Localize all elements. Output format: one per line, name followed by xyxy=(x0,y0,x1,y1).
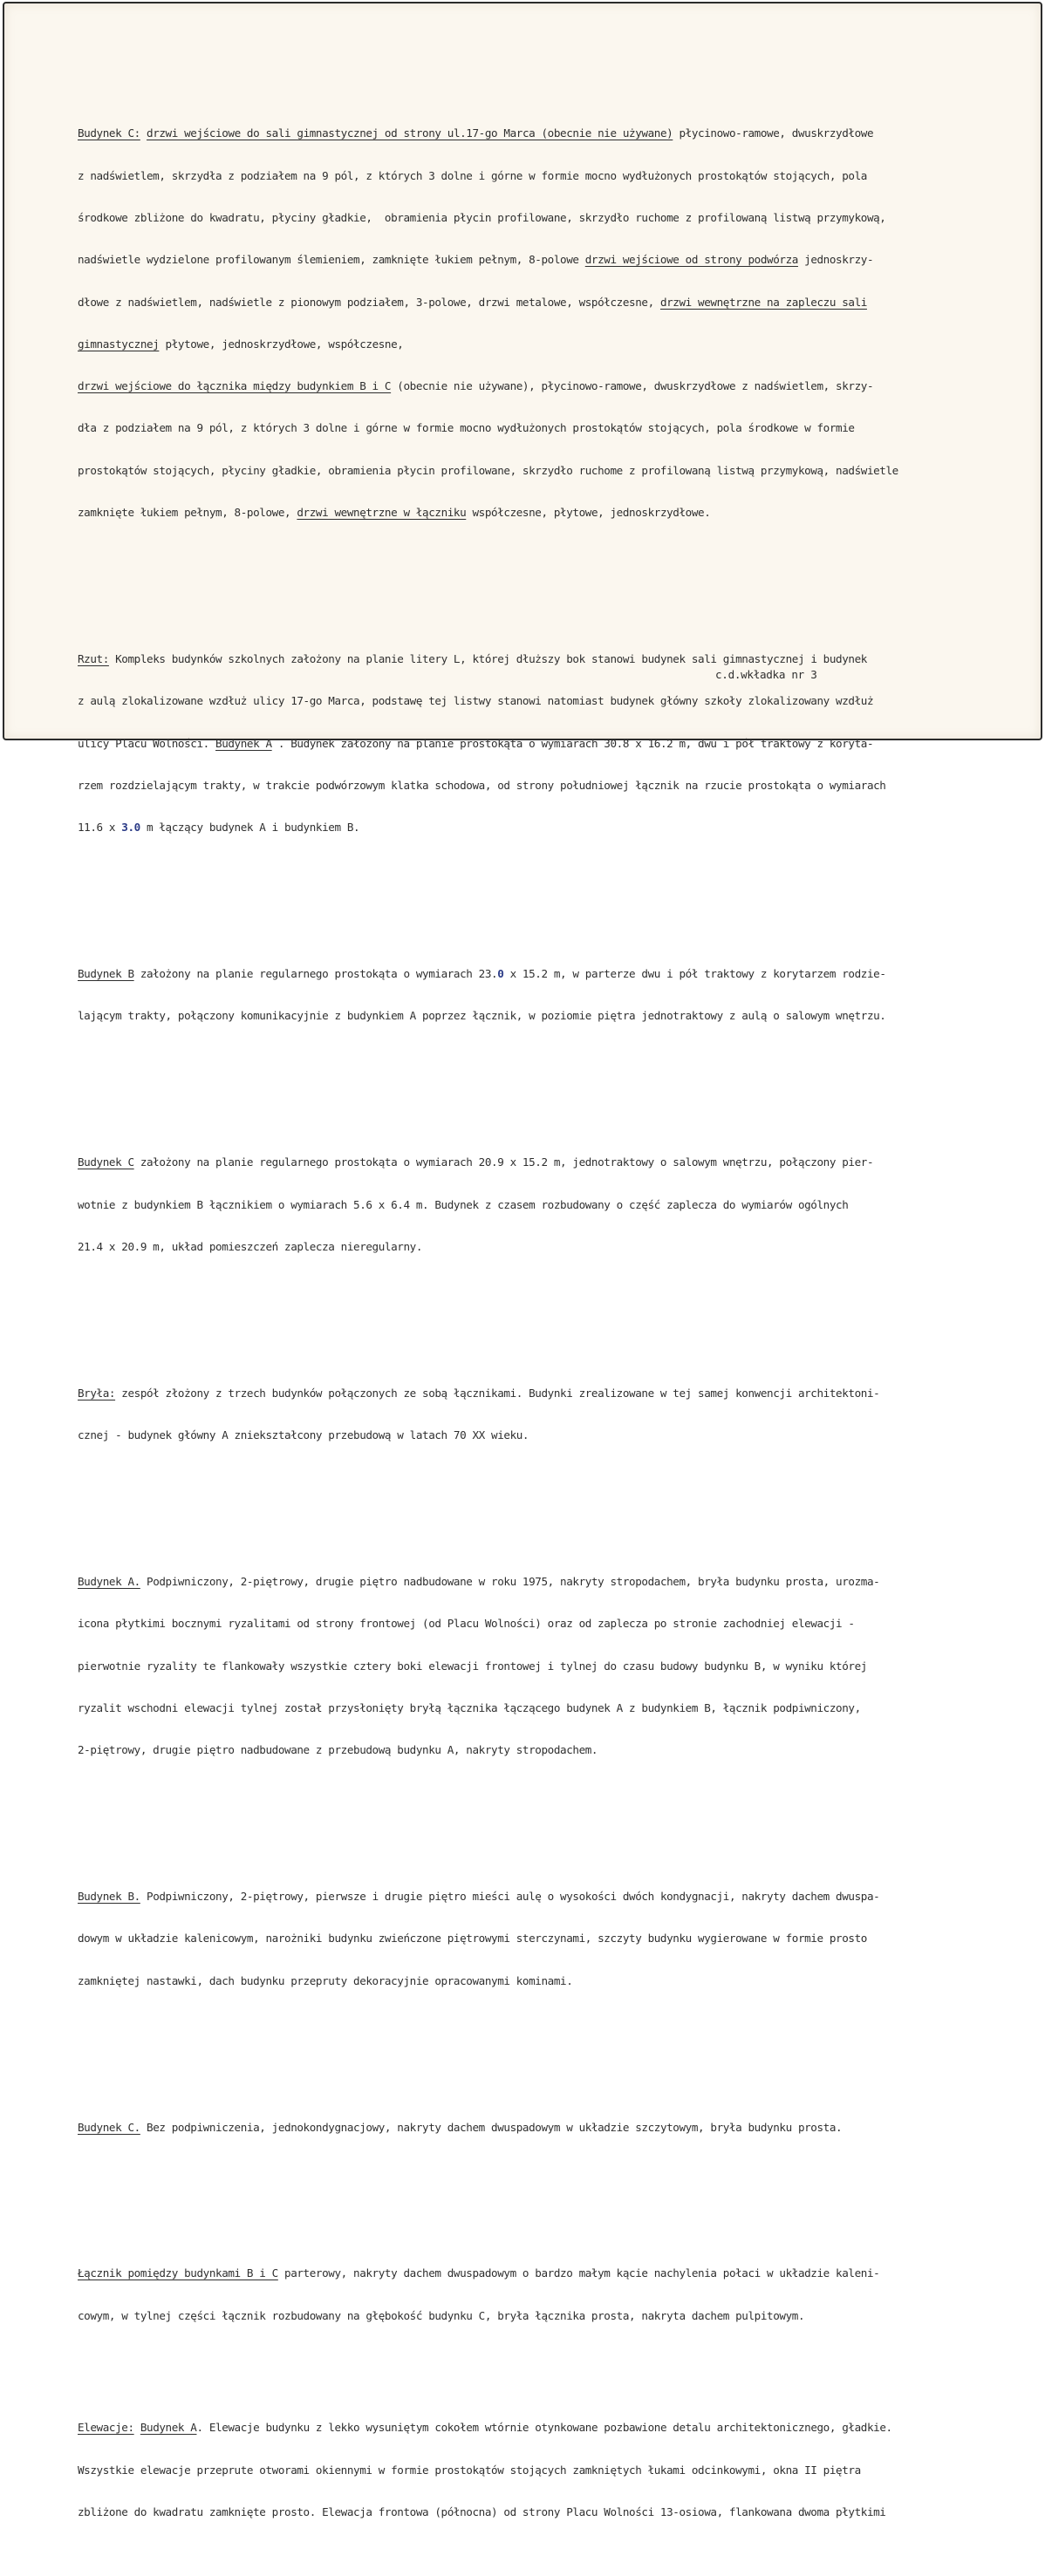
paragraph-gap xyxy=(78,576,1002,582)
text-line: lającym trakty, połączony komunikacyjnie z budynkiem A poprzez łącznik, w poziomie piętra jednotraktowy z aulą o salowym wnętrzu. xyxy=(78,1009,886,1023)
handwritten-correction: 3.0 xyxy=(121,821,140,835)
paragraph-elewacje xyxy=(78,2393,1002,2547)
text-run: x 15.2 m, w parterze dwu i pół traktowy z korytarzem rodzie- xyxy=(503,967,886,980)
text-line: z aulą zlokalizowane wzdłuż ulicy 17-go Marca, podstawę tej listwy stanowi natomiast budynek główny szkoły zlokalizowany wzdłuż xyxy=(78,694,874,708)
text-line: dła z podziałem na 9 pól, z których 3 dolne i górne w formie mocno wydłużonych prostokątów stojących, pola środkowe w formie xyxy=(78,421,855,435)
text-line: środkowe zbliżone do kwadratu, płyciny gładkie, obramienia płycin profilowane, skrzydło ruchome z profilowaną listwą przymykową, xyxy=(78,211,886,225)
section-heading: Bryła: xyxy=(78,1386,116,1400)
section-heading: Budynek C: xyxy=(78,126,140,140)
document-page xyxy=(3,2,1042,2519)
text-line xyxy=(78,2266,1002,2280)
text-line xyxy=(78,337,1002,351)
text-line xyxy=(78,126,1002,140)
paragraph-bryla xyxy=(78,1359,1002,1471)
text-line xyxy=(78,2421,1002,2435)
document-body xyxy=(78,57,1002,2576)
continuation-note: c.d.wkładka nr 3 xyxy=(715,668,817,681)
text-run: jednoskrzy- xyxy=(797,253,874,267)
text-run: zespół złożony z trzech budynków połączonych ze sobą łącznikami. Budynki zrealizowane w tej samej konwencji architektoni- xyxy=(115,1386,880,1400)
text-line xyxy=(78,821,1002,835)
paragraph-gap xyxy=(78,1080,1002,1086)
text-line xyxy=(78,506,1002,520)
text-run: Bez podpiwniczenia, jednokondygnacjowy, nakryty dachem dwuspadowym w układzie szczytowym, bryła budynku prosta. xyxy=(140,2120,843,2134)
text-run: Podpiwniczony, 2-piętrowy, drugie piętro nadbudowane w roku 1975, nakryty stropodachem, bryła budynku prosta, urozma- xyxy=(140,1574,880,1588)
paragraph-bryla-building-b xyxy=(78,1862,1002,2016)
text-line: zamkniętej nastawki, dach budynku przepruty dekoracyjnie opracowanymi kominami. xyxy=(78,1973,573,1987)
underlined-phrase: drzwi wejściowe do sali gimnastycznej od strony ul.17-go Marca (obecnie nie używane) xyxy=(147,126,673,140)
text-run: założony na planie regularnego prostokąta o wymiarach 23. xyxy=(133,967,498,980)
text-run: zamknięte łukiem pełnym, 8-polowe, xyxy=(78,506,297,519)
paragraph-bryla-building-a xyxy=(78,1547,1002,1786)
text-run xyxy=(134,2421,140,2434)
paragraph-gap xyxy=(78,1310,1002,1316)
paragraph-gap xyxy=(78,2044,1002,2050)
paragraph-bryla-building-c xyxy=(78,2092,1002,2162)
underlined-phrase: gimnastycznej xyxy=(78,337,160,351)
paragraph-gap xyxy=(78,1814,1002,1820)
paragraph-rzut-building-c xyxy=(78,1128,1002,1282)
text-line xyxy=(78,296,1002,310)
text-line: wotnie z budynkiem B łącznikiem o wymiarach 5.6 x 6.4 m. Budynek z czasem rozbudowany o część zaplecza do wymiarów ogólnych xyxy=(78,1197,849,1211)
text-run: dłowe z nadświetlem, nadświetle z pionowym podziałem, 3-polowe, drzwi metalowe, współczesne, xyxy=(78,295,660,309)
text-line: rzem rozdzielającym trakty, w trakcie podwórzowym klatka schodowa, od strony południowej łącznik na rzucie prostokąta o wymiarach xyxy=(78,778,886,792)
text-line: pierwotnie ryzality te flankowały wszystkie cztery boki elewacji frontowej i tylnej do czasu budowy budynku B, w wyniku której xyxy=(78,1659,867,1673)
underlined-phrase: drzwi wewnętrzne w łączniku xyxy=(297,506,467,519)
text-line: 21.4 x 20.9 m, układ pomieszczeń zaplecza nieregularny. xyxy=(78,1239,423,1253)
underlined-phrase: drzwi wewnętrzne na zapleczu sali xyxy=(659,295,867,309)
text-run: nadświetle wydzielone profilowanym ślemieniem, zamknięte łukiem pełnym, 8-polowe xyxy=(78,253,585,267)
text-line xyxy=(78,737,1002,751)
section-heading: Rzut: xyxy=(78,651,109,665)
text-line: dowym w układzie kalenicowym, narożniki budynku zwieńczone piętrowymi sterczynami, szczyty budynku wygierowane w formie prosto xyxy=(78,1932,867,1946)
paragraph-doors-building-c xyxy=(78,99,1002,548)
text-run: współczesne, płytowe, jednoskrzydłowe. xyxy=(466,506,711,519)
text-run: . Elewacje budynku z lekko wysuniętym cokołem wtórnie otynkowane pozbawione detalu architektonicznego, gładkie. xyxy=(196,2421,892,2435)
underlined-phrase: drzwi wejściowe od strony podwórza xyxy=(584,253,798,267)
section-heading: Budynek C. xyxy=(78,2120,140,2134)
section-heading: Elewacje: xyxy=(78,2421,134,2435)
section-heading: Budynek B. xyxy=(78,1890,140,1903)
text-line: z nadświetlem, skrzydła z podziałem na 9 pól, z których 3 dolne i górne w formie mocno wydłużonych prostokątów stojących, pola xyxy=(78,168,867,182)
text-run: Kompleks budynków szkolnych założony na planie litery L, której dłuższy bok stanowi budynek sali gimnastycznej i budynek xyxy=(108,651,867,665)
text-line: prostokątów stojących, płyciny gładkie, obramienia płycin profilowane, skrzydło ruchome z profilowaną listwą przymykową, nadświetle xyxy=(78,463,898,477)
text-line xyxy=(78,2121,1002,2135)
section-heading: Budynek A. xyxy=(78,1574,140,1588)
text-line xyxy=(78,1890,1002,1904)
underlined-phrase: Budynek A xyxy=(140,2421,197,2435)
text-line: ryzalit wschodni elewacji tylnej został przysłonięty bryłą łącznika łączącego budynek A z budynkiem B, łącznik podpiwniczony, xyxy=(78,1700,861,1714)
text-run: Podpiwniczony, 2-piętrowy, pierwsze i drugie piętro mieści aulę o wysokości dwóch kondygnacji, nakryty dachem dwuspa- xyxy=(140,1890,880,1903)
paragraph-gap xyxy=(78,2191,1002,2197)
text-line: cznej - budynek główny A zniekształcony przebudową w latach 70 XX wieku. xyxy=(78,1428,529,1441)
text-run: płycinowo-ramowe, dwuskrzydłowe xyxy=(673,126,874,140)
text-line: zbliżone do kwadratu zamknięte prosto. Elewacja frontowa (północna) od strony Placu Wolności 13-osiowa, flankowana dwoma płytkimi xyxy=(78,2505,886,2519)
handwritten-correction: 0 xyxy=(497,967,504,980)
section-heading: Budynek C xyxy=(78,1155,134,1169)
text-line xyxy=(78,967,1002,981)
text-line xyxy=(78,1387,1002,1400)
paragraph-lacznik xyxy=(78,2239,1002,2351)
text-line: 2-piętrowy, drugie piętro nadbudowane z przebudową budynku A, nakryty stropodachem. xyxy=(78,1743,598,1757)
underlined-phrase: Budynek A xyxy=(215,736,272,750)
text-line: icona płytkimi bocznymi ryzalitami od strony frontowej (od Placu Wolności) oraz od zaplecza po stronie zachodniej elewacji - xyxy=(78,1617,855,1631)
paragraph-gap xyxy=(78,891,1002,897)
text-run: założony na planie regularnego prostokąta o wymiarach 20.9 x 15.2 m, jednotraktowy o salowym wnętrzu, połączony pier- xyxy=(133,1155,874,1169)
text-run: (obecnie nie używane), płycinowo-ramowe, dwuskrzydłowe z nadświetlem, skrzy- xyxy=(391,379,874,393)
paragraph-gap xyxy=(78,1498,1002,1504)
paragraph-rzut-building-b xyxy=(78,939,1002,1052)
section-heading: Łącznik pomiędzy budynkami B i C xyxy=(78,2266,278,2280)
text-line: cowym, w tylnej części łącznik rozbudowany na głębokość budynku C, bryła łącznika prosta, nakryta dachem pulpitowym. xyxy=(78,2308,805,2322)
section-heading: Budynek B xyxy=(78,967,134,980)
text-line xyxy=(78,379,1002,393)
paragraph-rzut xyxy=(78,624,1002,863)
text-line: Wszystkie elewacje przeprute otworami okiennymi w formie prostokątów stojących zamkniętych łukami odcinkowymi, okna II piętra xyxy=(78,2463,861,2477)
text-run: ulicy Placu Wolności. xyxy=(78,736,216,750)
text-line xyxy=(78,1575,1002,1589)
text-run: płytowe, jednoskrzydłowe, współczesne, xyxy=(159,337,404,351)
text-run: 11.6 x xyxy=(78,821,122,835)
text-line xyxy=(78,253,1002,267)
text-run: parterowy, nakryty dachem dwuspadowym o bardzo małym kącie nachylenia połaci w układzie kaleni- xyxy=(277,2266,880,2280)
text-line xyxy=(78,1155,1002,1169)
text-run: . Budynek założony na planie prostokąta o wymiarach 30.8 x 16.2 m, dwu i pół traktowy z koryta- xyxy=(271,736,874,750)
text-line xyxy=(78,652,1002,666)
underlined-phrase: drzwi wejściowe do łącznika między budynkiem B i C xyxy=(78,379,392,393)
text-run: m łączący budynek A i budynkiem B. xyxy=(140,821,360,835)
